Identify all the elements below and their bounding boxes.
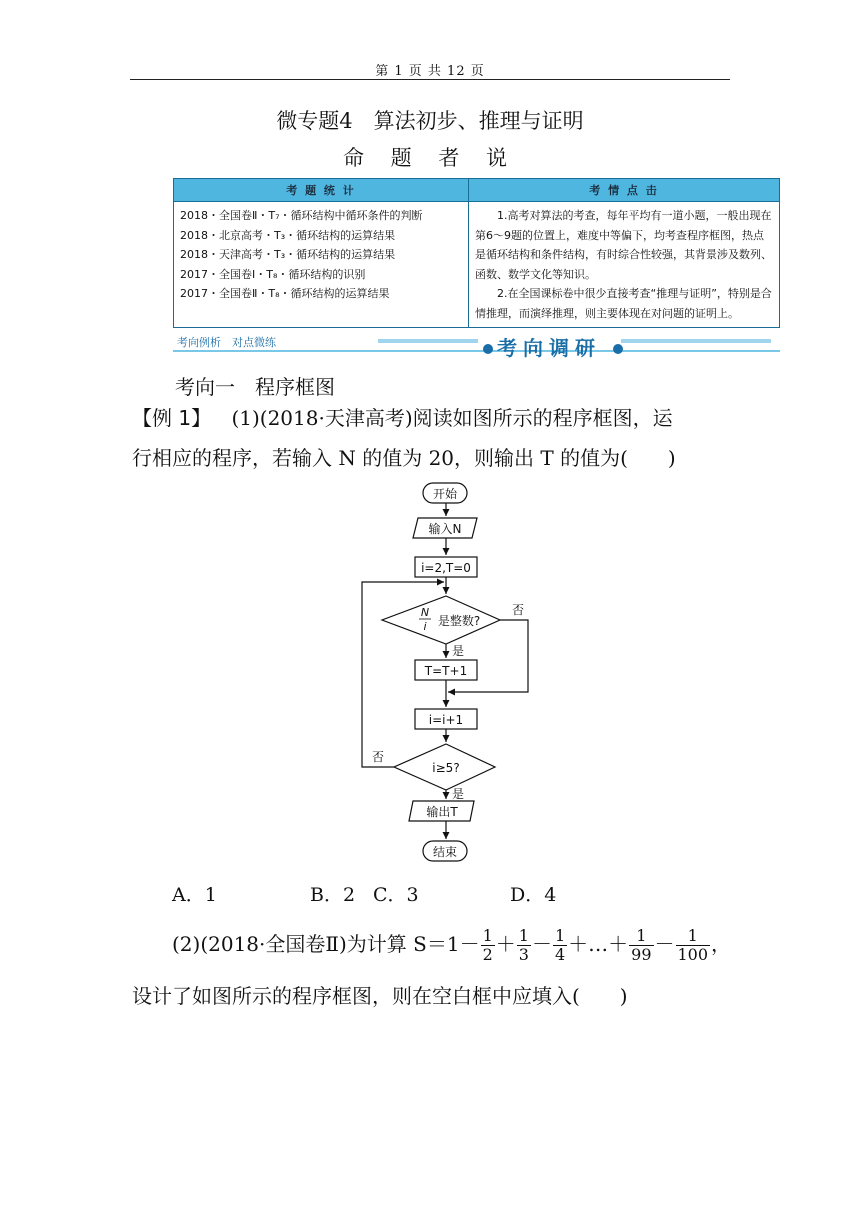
operator: － [531, 932, 552, 956]
stats-table-header [174, 179, 780, 202]
example-label: 【例 1】 [132, 406, 212, 430]
stats-item: 2017・全国卷Ⅰ・T₈・循环结构的识别 [180, 267, 366, 281]
stats-item: 2018・北京高考・T₃・循环结构的运算结果 [180, 228, 396, 242]
desc-point-2: 2.在全国课标卷中很少直接考查“推理与证明”，特别是合情推理，而演绎推理，则主要体现在对问题的证明上。 [475, 287, 772, 320]
flow-input: 输入N [428, 522, 462, 536]
desc-point-1: 1.高考对算法的考查，每年平均有一道小题，一般出现在第6～9题的位置上，难度中等偏下，均考查程序框图，热点是循环结构和条件结构，有时综合性较强，其背景涉及数列、函数、数学文化等知识。 [475, 209, 772, 281]
stats-item: 2017・全国卷Ⅱ・T₈・循环结构的运算结果 [180, 287, 390, 300]
flow-yes-1: 是 [451, 644, 465, 658]
stats-item: 2018・天津高考・T₃・循环结构的运算结果 [180, 248, 396, 261]
flowchart [350, 478, 550, 868]
stats-description [469, 202, 780, 328]
stats-table [173, 178, 780, 328]
fraction: $\frac{1}{100}$ [677, 926, 709, 964]
example-line-1 [132, 398, 673, 438]
flow-cond1-numerator: N [420, 606, 430, 619]
flow-no-1: 否 [511, 603, 525, 617]
operator: ＋ [495, 932, 516, 956]
part2-line-2: 设计了如图所示的程序框图，则在空白框中应填入( ) [132, 984, 628, 1008]
part2-prefix: (2)(2018·全国卷Ⅱ)为计算 S＝1－ [172, 932, 480, 956]
operator: ＋…＋ [568, 932, 629, 956]
stats-item: 2018・全国卷Ⅱ・T₇・循环结构中循环条件的判断 [180, 209, 423, 222]
flow-init: i=2,T=0 [421, 561, 471, 575]
flow-cond1-denominator: i [423, 620, 427, 633]
part2-formula [172, 922, 731, 966]
operator: － [654, 932, 675, 956]
flow-start: 开始 [432, 487, 458, 501]
flow-cond2: i≥5? [432, 761, 460, 775]
option-b: B．2 [310, 884, 356, 906]
section-title: 考向一 程序框图 [175, 375, 335, 399]
page-title: 微专题4 算法初步、推理与证明 [276, 109, 584, 133]
page-subtitle: 命 题 者 说 [342, 146, 518, 170]
option-c: C．3 [373, 884, 419, 906]
stats-col2-header: 考 情 点 击 [469, 179, 780, 202]
header-rule [130, 79, 730, 80]
example-text-1: (1)(2018·天津高考)阅读如图所示的程序框图，运 [231, 406, 673, 430]
fraction: $\frac{1}{4}$ [554, 926, 566, 964]
flow-output: 输出T [426, 805, 458, 819]
fraction: $\frac{1}{99}$ [631, 926, 652, 964]
option-a: A．1 [172, 884, 217, 906]
page-number: 第 1 页 共 12 页 [375, 64, 485, 79]
fraction: $\frac{1}{2}$ [482, 926, 493, 964]
band-title: 考向调研 [497, 336, 601, 360]
part2-suffix: ， [711, 932, 732, 956]
flow-step-2: i=i+1 [428, 713, 464, 727]
flow-end: 结束 [432, 845, 458, 859]
option-d: D．4 [510, 884, 557, 906]
stats-list [174, 202, 469, 328]
flow-cond1-text: 是整数? [437, 614, 481, 628]
flow-step-1: T=T+1 [424, 664, 468, 678]
fraction: $\frac{1}{3}$ [518, 926, 529, 964]
flow-yes-2: 是 [451, 787, 465, 801]
stats-col1-header: 考 题 统 计 [174, 179, 469, 202]
band-left-label: 考向例析 对点微练 [177, 336, 276, 349]
example-line-2: 行相应的程序，若输入 N 的值为 20，则输出 T 的值为( ) [132, 446, 676, 470]
flow-no-2: 否 [371, 750, 385, 764]
